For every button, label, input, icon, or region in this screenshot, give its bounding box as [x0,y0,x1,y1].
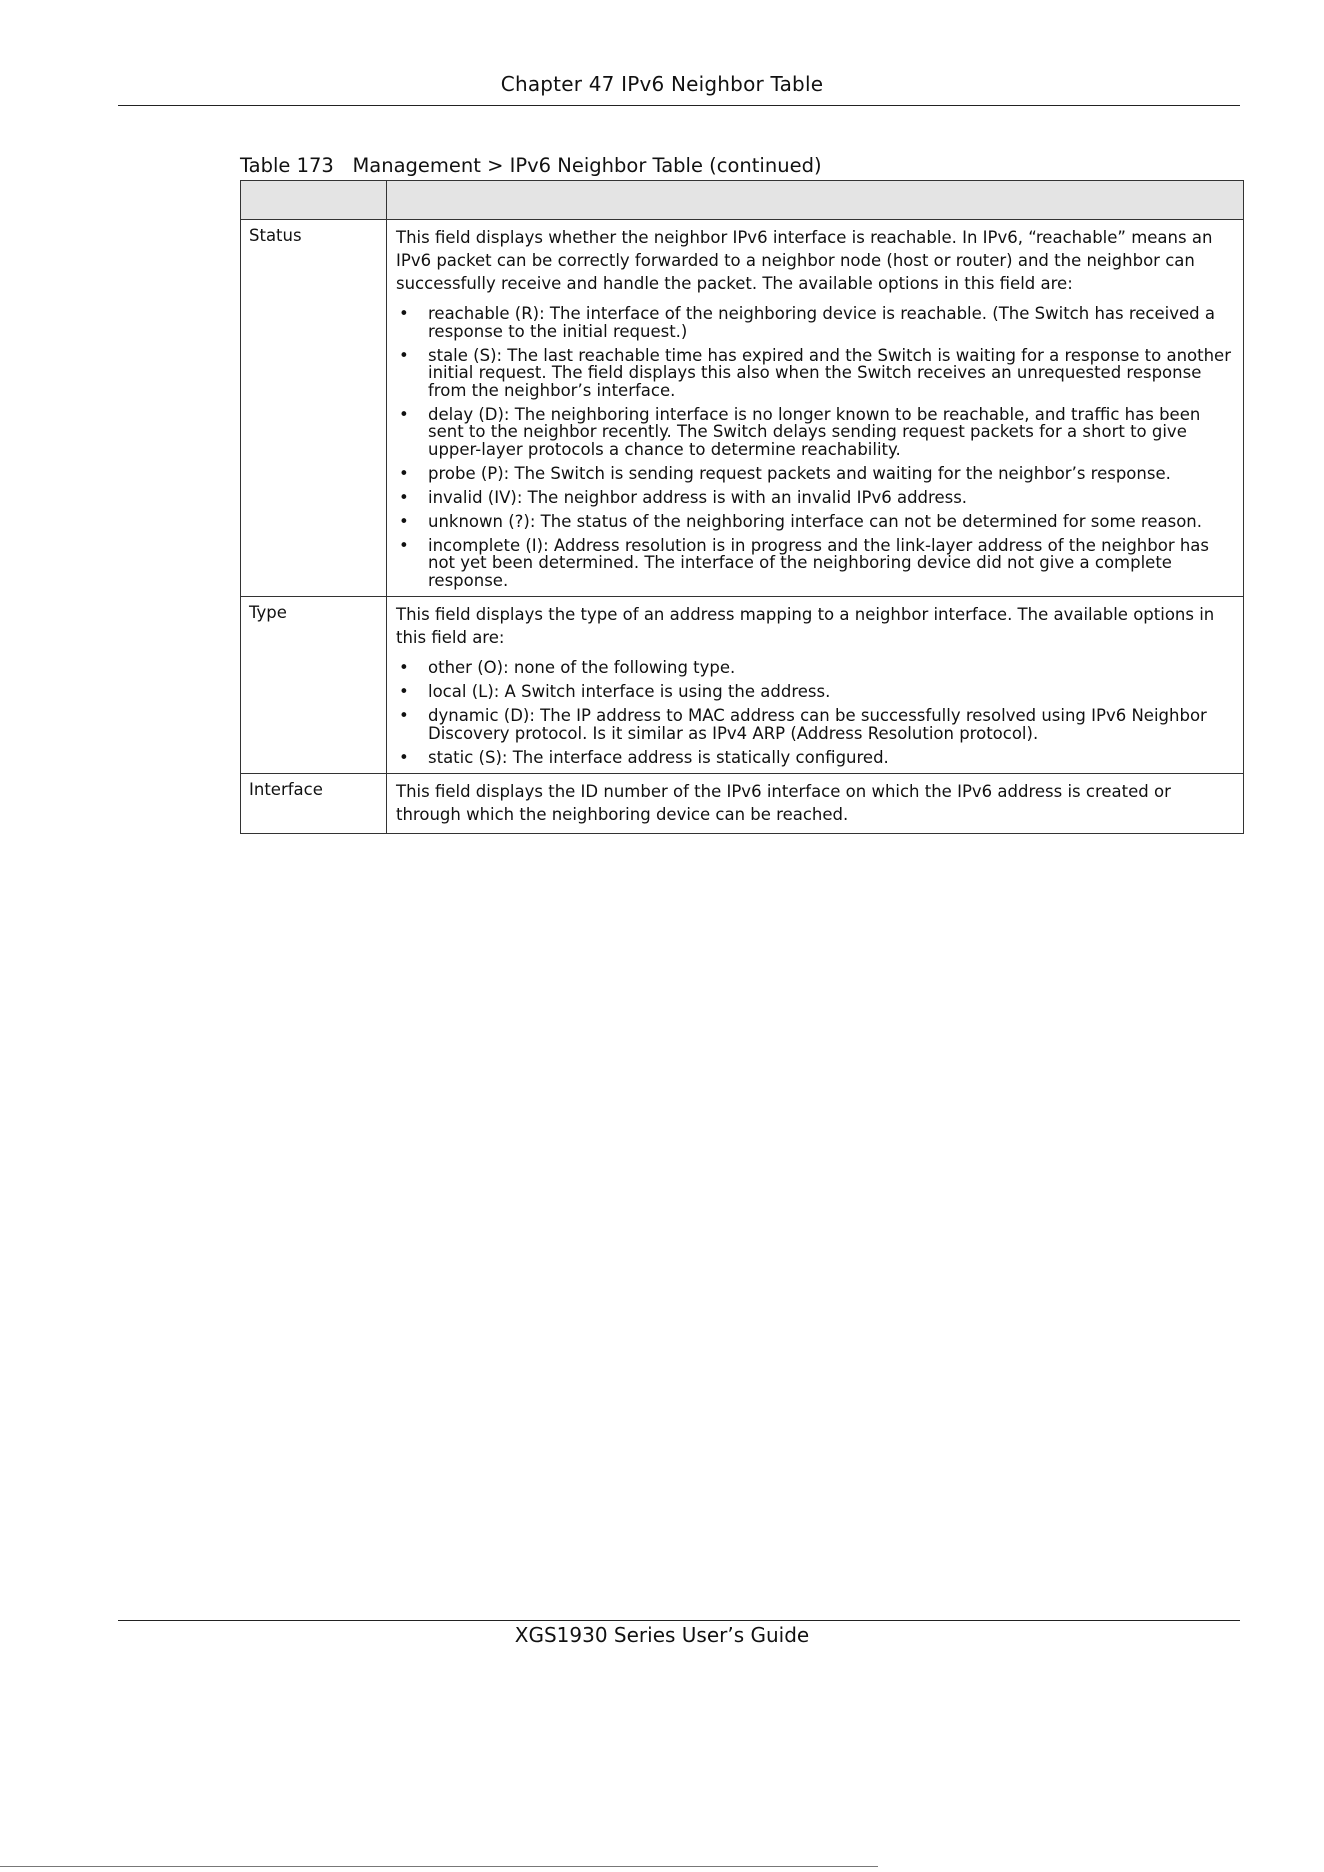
list-item: • unknown (?): The status of the neighboring interface can not be determined for some reason. [396,513,1235,531]
option-list [396,305,1235,589]
list-item: • local (L): A Switch interface is using the address. [396,683,1235,701]
neighbor-table [240,180,1244,834]
description-text: This field displays the type of an address mapping to a neighbor interface. The available options in this field are: [396,605,1215,647]
table-row-interface [241,774,1244,834]
table-row-type [241,597,1244,774]
footer-divider [118,1620,1240,1621]
row-description [387,774,1244,834]
list-item: • stale (S): The last reachable time has expired and the Switch is waiting for a response to another initial request. The field displays this also when the Switch receives an unrequested response from the neighbor’s interface. [396,347,1235,400]
row-description [387,220,1244,597]
header-cell-label [241,181,387,220]
chapter-title: Chapter 47 IPv6 Neighbor Table [500,72,824,96]
table-row-status [241,220,1244,597]
row-label: Type [241,597,387,774]
header-cell-description [387,181,1244,220]
table-caption: Table 173 Management > IPv6 Neighbor Table (continued) [240,154,822,177]
row-label: Status [241,220,387,597]
row-description [387,597,1244,774]
description-text: This field displays the ID number of the IPv6 interface on which the IPv6 address is created or through which the neighboring device can be reached. [396,782,1171,824]
guide-title: XGS1930 Series User’s Guide [514,1623,810,1647]
list-item: • probe (P): The Switch is sending request packets and waiting for the neighbor’s response. [396,465,1235,483]
row-label: Interface [241,774,387,834]
page-edge-rule [0,1866,878,1867]
list-item: • static (S): The interface address is statically configured. [396,749,1235,767]
list-item: • invalid (IV): The neighbor address is with an invalid IPv6 address. [396,489,1235,507]
description-text: This field displays whether the neighbor IPv6 interface is reachable. In IPv6, “reachable” means an IPv6 packet can be correctly forwarded to a neighbor node (host or router) and the neighbor can successfully receive and handle the packet. The available options in this field are: [396,228,1213,293]
list-item: • reachable (R): The interface of the neighboring device is reachable. (The Switch has received a response to the initial request.) [396,305,1235,340]
option-list [396,659,1235,766]
list-item: • other (O): none of the following type. [396,659,1235,677]
list-item: • dynamic (D): The IP address to MAC address can be successfully resolved using IPv6 Neighbor Discovery protocol. Is it similar as IPv4 ARP (Address Resolution protocol). [396,707,1235,742]
header-divider [118,105,1240,106]
list-item: • incomplete (I): Address resolution is in progress and the link-layer address of the neighbor has not yet been determined. The interface of the neighboring device did not give a complete response. [396,537,1235,590]
table-header-row [241,181,1244,220]
list-item: • delay (D): The neighboring interface is no longer known to be reachable, and traffic has been sent to the neighbor recently. The Switch delays sending request packets for a short to give upper-layer protocols a chance to determine reachability. [396,406,1235,459]
